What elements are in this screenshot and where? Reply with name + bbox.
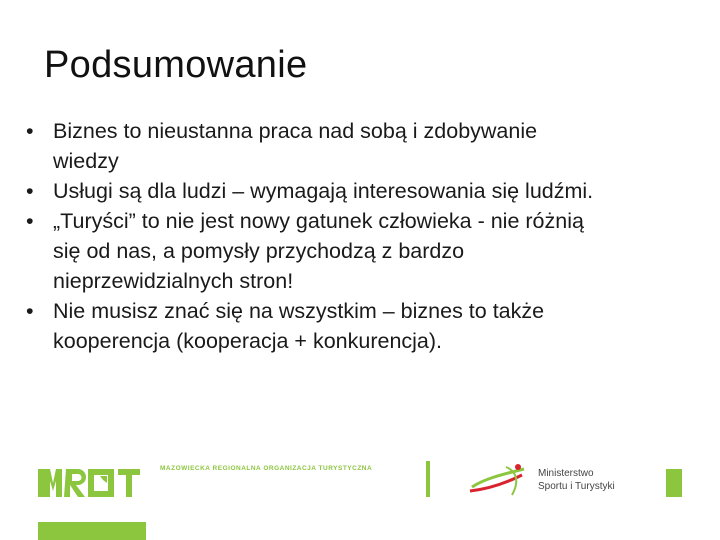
bullet-line: „Turyści” to nie jest nowy gatunek człowieka - nie różnią <box>53 209 584 233</box>
bullet-line: się od nas, a pomysły przychodzą z bardzo <box>53 239 465 263</box>
ministry-name <box>538 467 615 493</box>
bullet-item-1 <box>26 116 706 176</box>
bullet-line: kooperencja (kooperacja + konkurencja). <box>53 329 443 353</box>
slide-title: Podsumowanie <box>44 44 308 86</box>
bullet-marker: • <box>26 119 34 143</box>
bullet-marker: • <box>26 209 34 233</box>
divider-bar <box>426 461 430 497</box>
bullet-marker: • <box>26 179 34 203</box>
ministry-emblem-icon <box>466 461 532 501</box>
footer-logos <box>0 455 720 540</box>
bullet-marker: • <box>26 299 34 323</box>
bullet-item-3 <box>26 206 706 296</box>
org-name: MAZOWIECKA REGIONALNA ORGANIZACJA TURYSTYCZNA <box>160 465 373 472</box>
bullet-line: wiedzy <box>53 149 119 173</box>
bullet-line: Usługi są dla ludzi – wymagają interesowania się ludźmi. <box>53 179 594 203</box>
bullet-line: nieprzewidzialnych stron! <box>53 269 294 293</box>
bullet-list <box>26 116 706 356</box>
accent-bar-bottom <box>38 522 146 540</box>
ministry-line-1: Ministerstwo <box>538 468 594 479</box>
bullet-item-4 <box>26 296 706 356</box>
accent-bar-right <box>666 469 682 497</box>
bullet-line: Biznes to nieustanna praca nad sobą i zdobywanie <box>53 119 538 143</box>
mrot-logo <box>36 463 154 503</box>
ministry-line-2: Sportu i Turystyki <box>538 481 615 492</box>
bullet-item-2 <box>26 176 706 206</box>
bullet-line: Nie musisz znać się na wszystkim – biznes to także <box>53 299 545 323</box>
